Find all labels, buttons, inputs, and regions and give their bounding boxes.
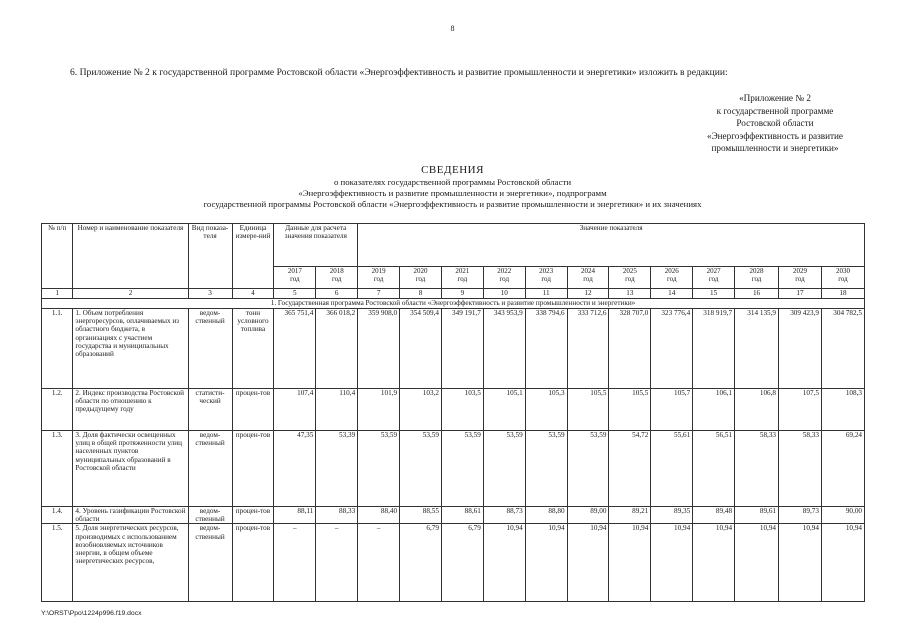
value-cell: 88,55 xyxy=(400,507,442,524)
column-number: 18 xyxy=(821,289,864,299)
intro-paragraph: 6. Приложение № 2 к государственной программе Ростовской области «Энергоэффективность и развитие промышленности и энергетики» изложить в редакции: xyxy=(70,67,728,78)
year-header xyxy=(651,267,693,289)
value-cell: 333 712,6 xyxy=(567,309,609,389)
value-cell: 103,5 xyxy=(441,389,483,431)
value-cell: 10,94 xyxy=(779,524,822,602)
title-line: о показателях государственной программы Ростовской области xyxy=(333,177,572,187)
title-heading: СВЕДЕНИЯ xyxy=(421,164,484,176)
value-cell: 53,59 xyxy=(358,431,400,507)
value-cell: 105,3 xyxy=(525,389,567,431)
indicator-type: ведом-ственный xyxy=(188,524,232,602)
value-cell: 56,51 xyxy=(693,431,735,507)
indicator-type: ведом-ственный xyxy=(188,431,232,507)
header-row xyxy=(42,224,865,267)
year-suffix: год xyxy=(751,275,762,284)
row-number: 1.2. xyxy=(42,389,73,431)
indicator-unit: процен-тов xyxy=(232,431,274,507)
value-cell: 88,40 xyxy=(358,507,400,524)
indicator-name: 3. Доля фактически освещенных улиц в общей протяженности улиц населенных пунктов муниципальных образований в Ростовской области xyxy=(73,431,188,507)
year-suffix: год xyxy=(415,275,426,284)
value-cell: 106,1 xyxy=(693,389,735,431)
header-values: Значение показателя xyxy=(358,224,865,267)
year-value: 2017 xyxy=(287,267,302,275)
value-cell: 105,7 xyxy=(651,389,693,431)
year-value: 2025 xyxy=(622,267,637,275)
value-cell: 318 919,7 xyxy=(693,309,735,389)
value-cell: 107,4 xyxy=(274,389,316,431)
header-type: Вид показа-теля xyxy=(188,224,232,289)
value-cell: 53,59 xyxy=(567,431,609,507)
value-cell: 10,94 xyxy=(693,524,735,602)
year-value: 2020 xyxy=(413,267,428,275)
value-cell: 69,24 xyxy=(821,431,864,507)
value-cell: 89,00 xyxy=(567,507,609,524)
value-cell: 10,94 xyxy=(567,524,609,602)
value-cell: 89,35 xyxy=(651,507,693,524)
table-row xyxy=(42,507,865,524)
table-row xyxy=(42,524,865,602)
row-number: 1.4. xyxy=(42,507,73,524)
value-cell: – xyxy=(358,524,400,602)
value-cell: – xyxy=(274,524,316,602)
column-number: 3 xyxy=(188,289,232,299)
value-cell: 359 908,0 xyxy=(358,309,400,389)
value-cell: 88,33 xyxy=(316,507,358,524)
indicator-unit: процен-тов xyxy=(232,524,274,602)
year-suffix: год xyxy=(373,275,384,284)
year-header xyxy=(483,267,525,289)
indicators-table xyxy=(41,223,865,602)
column-number: 11 xyxy=(525,289,567,299)
year-header xyxy=(567,267,609,289)
value-cell: 10,94 xyxy=(609,524,651,602)
value-cell: 10,94 xyxy=(525,524,567,602)
value-cell: 88,80 xyxy=(525,507,567,524)
year-value: 2022 xyxy=(497,267,512,275)
year-suffix: год xyxy=(838,275,848,284)
indicator-type: статисти-ческий xyxy=(188,389,232,431)
column-number: 12 xyxy=(567,289,609,299)
column-number: 15 xyxy=(693,289,735,299)
appendix-block xyxy=(680,92,870,155)
year-suffix: год xyxy=(795,275,805,284)
value-cell: 55,61 xyxy=(651,431,693,507)
year-value: 2021 xyxy=(455,267,470,275)
indicator-unit: процен-тов xyxy=(232,507,274,524)
value-cell: 53,39 xyxy=(316,431,358,507)
value-cell: 309 423,9 xyxy=(779,309,822,389)
value-cell: 343 953,9 xyxy=(483,309,525,389)
year-header xyxy=(358,267,400,289)
title-line: «Энергоэффективность и развитие промышленности и энергетики», подпрограмм xyxy=(298,188,607,198)
year-suffix: год xyxy=(499,275,510,284)
column-number: 8 xyxy=(400,289,442,299)
year-suffix: год xyxy=(290,275,300,284)
year-suffix: год xyxy=(457,275,468,284)
value-cell: 328 707,0 xyxy=(609,309,651,389)
value-cell: 53,59 xyxy=(441,431,483,507)
header-name: Номер и наименование показателя xyxy=(73,224,188,289)
header-num: № п/п xyxy=(42,224,73,289)
row-number: 1.5. xyxy=(42,524,73,602)
indicator-unit: процен-тов xyxy=(232,389,274,431)
year-header xyxy=(441,267,483,289)
year-suffix: год xyxy=(331,275,342,284)
indicator-name: 2. Индекс производства Ростовской области по отношению к предыдущему году xyxy=(73,389,188,431)
year-header xyxy=(400,267,442,289)
row-number: 1.1. xyxy=(42,309,73,389)
year-suffix: год xyxy=(625,275,635,284)
value-cell: 10,94 xyxy=(651,524,693,602)
indicator-name: 5. Доля энергетических ресурсов, производимых с использованием возобновляемых источников энергии, в общем объеме энергетических ресурсов, xyxy=(73,524,188,602)
value-cell: 6,79 xyxy=(400,524,442,602)
value-cell: 10,94 xyxy=(821,524,864,602)
value-cell: 88,11 xyxy=(274,507,316,524)
value-cell: 314 135,9 xyxy=(735,309,779,389)
appendix-line: «Энергоэффективность и развитие xyxy=(706,130,844,141)
indicator-type: ведом-ственный xyxy=(188,507,232,524)
value-cell: 53,59 xyxy=(483,431,525,507)
value-cell: 105,5 xyxy=(567,389,609,431)
indicator-name: 4. Уровень газификации Ростовской области xyxy=(73,507,188,524)
year-value: 2028 xyxy=(749,267,764,275)
value-cell: 89,61 xyxy=(735,507,779,524)
value-cell: 106,8 xyxy=(735,389,779,431)
value-cell: 10,94 xyxy=(483,524,525,602)
value-cell: 366 018,2 xyxy=(316,309,358,389)
indicator-name: 1. Объем потребления энергоресурсов, оплачиваемых из областного бюджета, в организациях с участием государства и муниципальных образований xyxy=(73,309,188,389)
year-header xyxy=(779,267,822,289)
value-cell: 88,61 xyxy=(441,507,483,524)
value-cell: 323 776,4 xyxy=(651,309,693,389)
value-cell: 88,73 xyxy=(483,507,525,524)
column-number: 13 xyxy=(609,289,651,299)
table-row xyxy=(42,309,865,389)
section-row xyxy=(42,299,865,309)
year-value: 2019 xyxy=(371,267,386,275)
table-row xyxy=(42,431,865,507)
year-header xyxy=(316,267,358,289)
year-value: 2024 xyxy=(580,267,595,275)
column-number: 7 xyxy=(358,289,400,299)
column-numbers-row xyxy=(42,289,865,299)
value-cell: 304 782,5 xyxy=(821,309,864,389)
value-cell: 6,79 xyxy=(441,524,483,602)
year-value: 2018 xyxy=(329,267,344,275)
title-line: государственной программы Ростовской области «Энергоэффективность и развитие промышленности и энергетики» и их значениях xyxy=(203,199,702,209)
column-number: 4 xyxy=(232,289,274,299)
value-cell: 53,59 xyxy=(525,431,567,507)
value-cell: 47,35 xyxy=(274,431,316,507)
value-cell: 54,72 xyxy=(609,431,651,507)
value-cell: 103,2 xyxy=(400,389,442,431)
value-cell: 101,9 xyxy=(358,389,400,431)
year-value: 2023 xyxy=(539,267,554,275)
value-cell: 58,33 xyxy=(735,431,779,507)
year-suffix: год xyxy=(666,275,677,284)
row-number: 1.3. xyxy=(42,431,73,507)
year-suffix: год xyxy=(708,275,719,284)
value-cell: 90,00 xyxy=(821,507,864,524)
value-cell: 10,94 xyxy=(735,524,779,602)
year-header xyxy=(693,267,735,289)
year-value: 2029 xyxy=(792,267,807,275)
section-title: 1. Государственная программа Ростовской области «Энергоэффективность и развитие промышленности и энергетики» xyxy=(42,299,865,309)
column-number: 1 xyxy=(42,289,73,299)
header-unit: Единица измере-ний xyxy=(232,224,274,289)
year-value: 2026 xyxy=(664,267,679,275)
value-cell: 89,73 xyxy=(779,507,822,524)
value-cell: 349 191,7 xyxy=(441,309,483,389)
column-number: 5 xyxy=(274,289,316,299)
column-number: 9 xyxy=(441,289,483,299)
column-number: 10 xyxy=(483,289,525,299)
file-path: Y:\ORST\Ppo\1224p996.f19.docx xyxy=(41,610,142,617)
value-cell: 110,4 xyxy=(316,389,358,431)
year-header xyxy=(735,267,779,289)
year-suffix: год xyxy=(541,275,551,284)
page-number: 8 xyxy=(450,24,455,33)
table-row xyxy=(42,389,865,431)
value-cell: 107,5 xyxy=(779,389,822,431)
value-cell: 105,5 xyxy=(609,389,651,431)
column-number: 6 xyxy=(316,289,358,299)
value-cell: 89,48 xyxy=(693,507,735,524)
year-header xyxy=(821,267,864,289)
document-title xyxy=(40,164,865,210)
value-cell: 338 794,6 xyxy=(525,309,567,389)
appendix-line: к государственной программе xyxy=(716,105,834,116)
value-cell: 89,21 xyxy=(609,507,651,524)
appendix-line: «Приложение № 2 xyxy=(739,93,811,103)
column-number: 16 xyxy=(735,289,779,299)
value-cell: 354 509,4 xyxy=(400,309,442,389)
appendix-line: промышленности и энергетики» xyxy=(711,143,839,153)
value-cell: – xyxy=(316,524,358,602)
year-value: 2027 xyxy=(706,267,721,275)
column-number: 14 xyxy=(651,289,693,299)
year-header xyxy=(525,267,567,289)
value-cell: 365 751,4 xyxy=(274,309,316,389)
value-cell: 108,3 xyxy=(821,389,864,431)
indicator-unit: тонн условного топлива xyxy=(232,309,274,389)
value-cell: 105,1 xyxy=(483,389,525,431)
column-number: 2 xyxy=(73,289,188,299)
year-value: 2030 xyxy=(835,267,850,275)
header-base: Данные для расчета значения показателя xyxy=(274,224,358,267)
indicator-type: ведом-ственный xyxy=(188,309,232,389)
year-suffix: год xyxy=(583,275,593,284)
year-header xyxy=(609,267,651,289)
value-cell: 53,59 xyxy=(400,431,442,507)
column-number: 17 xyxy=(779,289,822,299)
year-header xyxy=(274,267,316,289)
appendix-line: Ростовской области xyxy=(736,118,814,128)
value-cell: 58,33 xyxy=(779,431,822,507)
